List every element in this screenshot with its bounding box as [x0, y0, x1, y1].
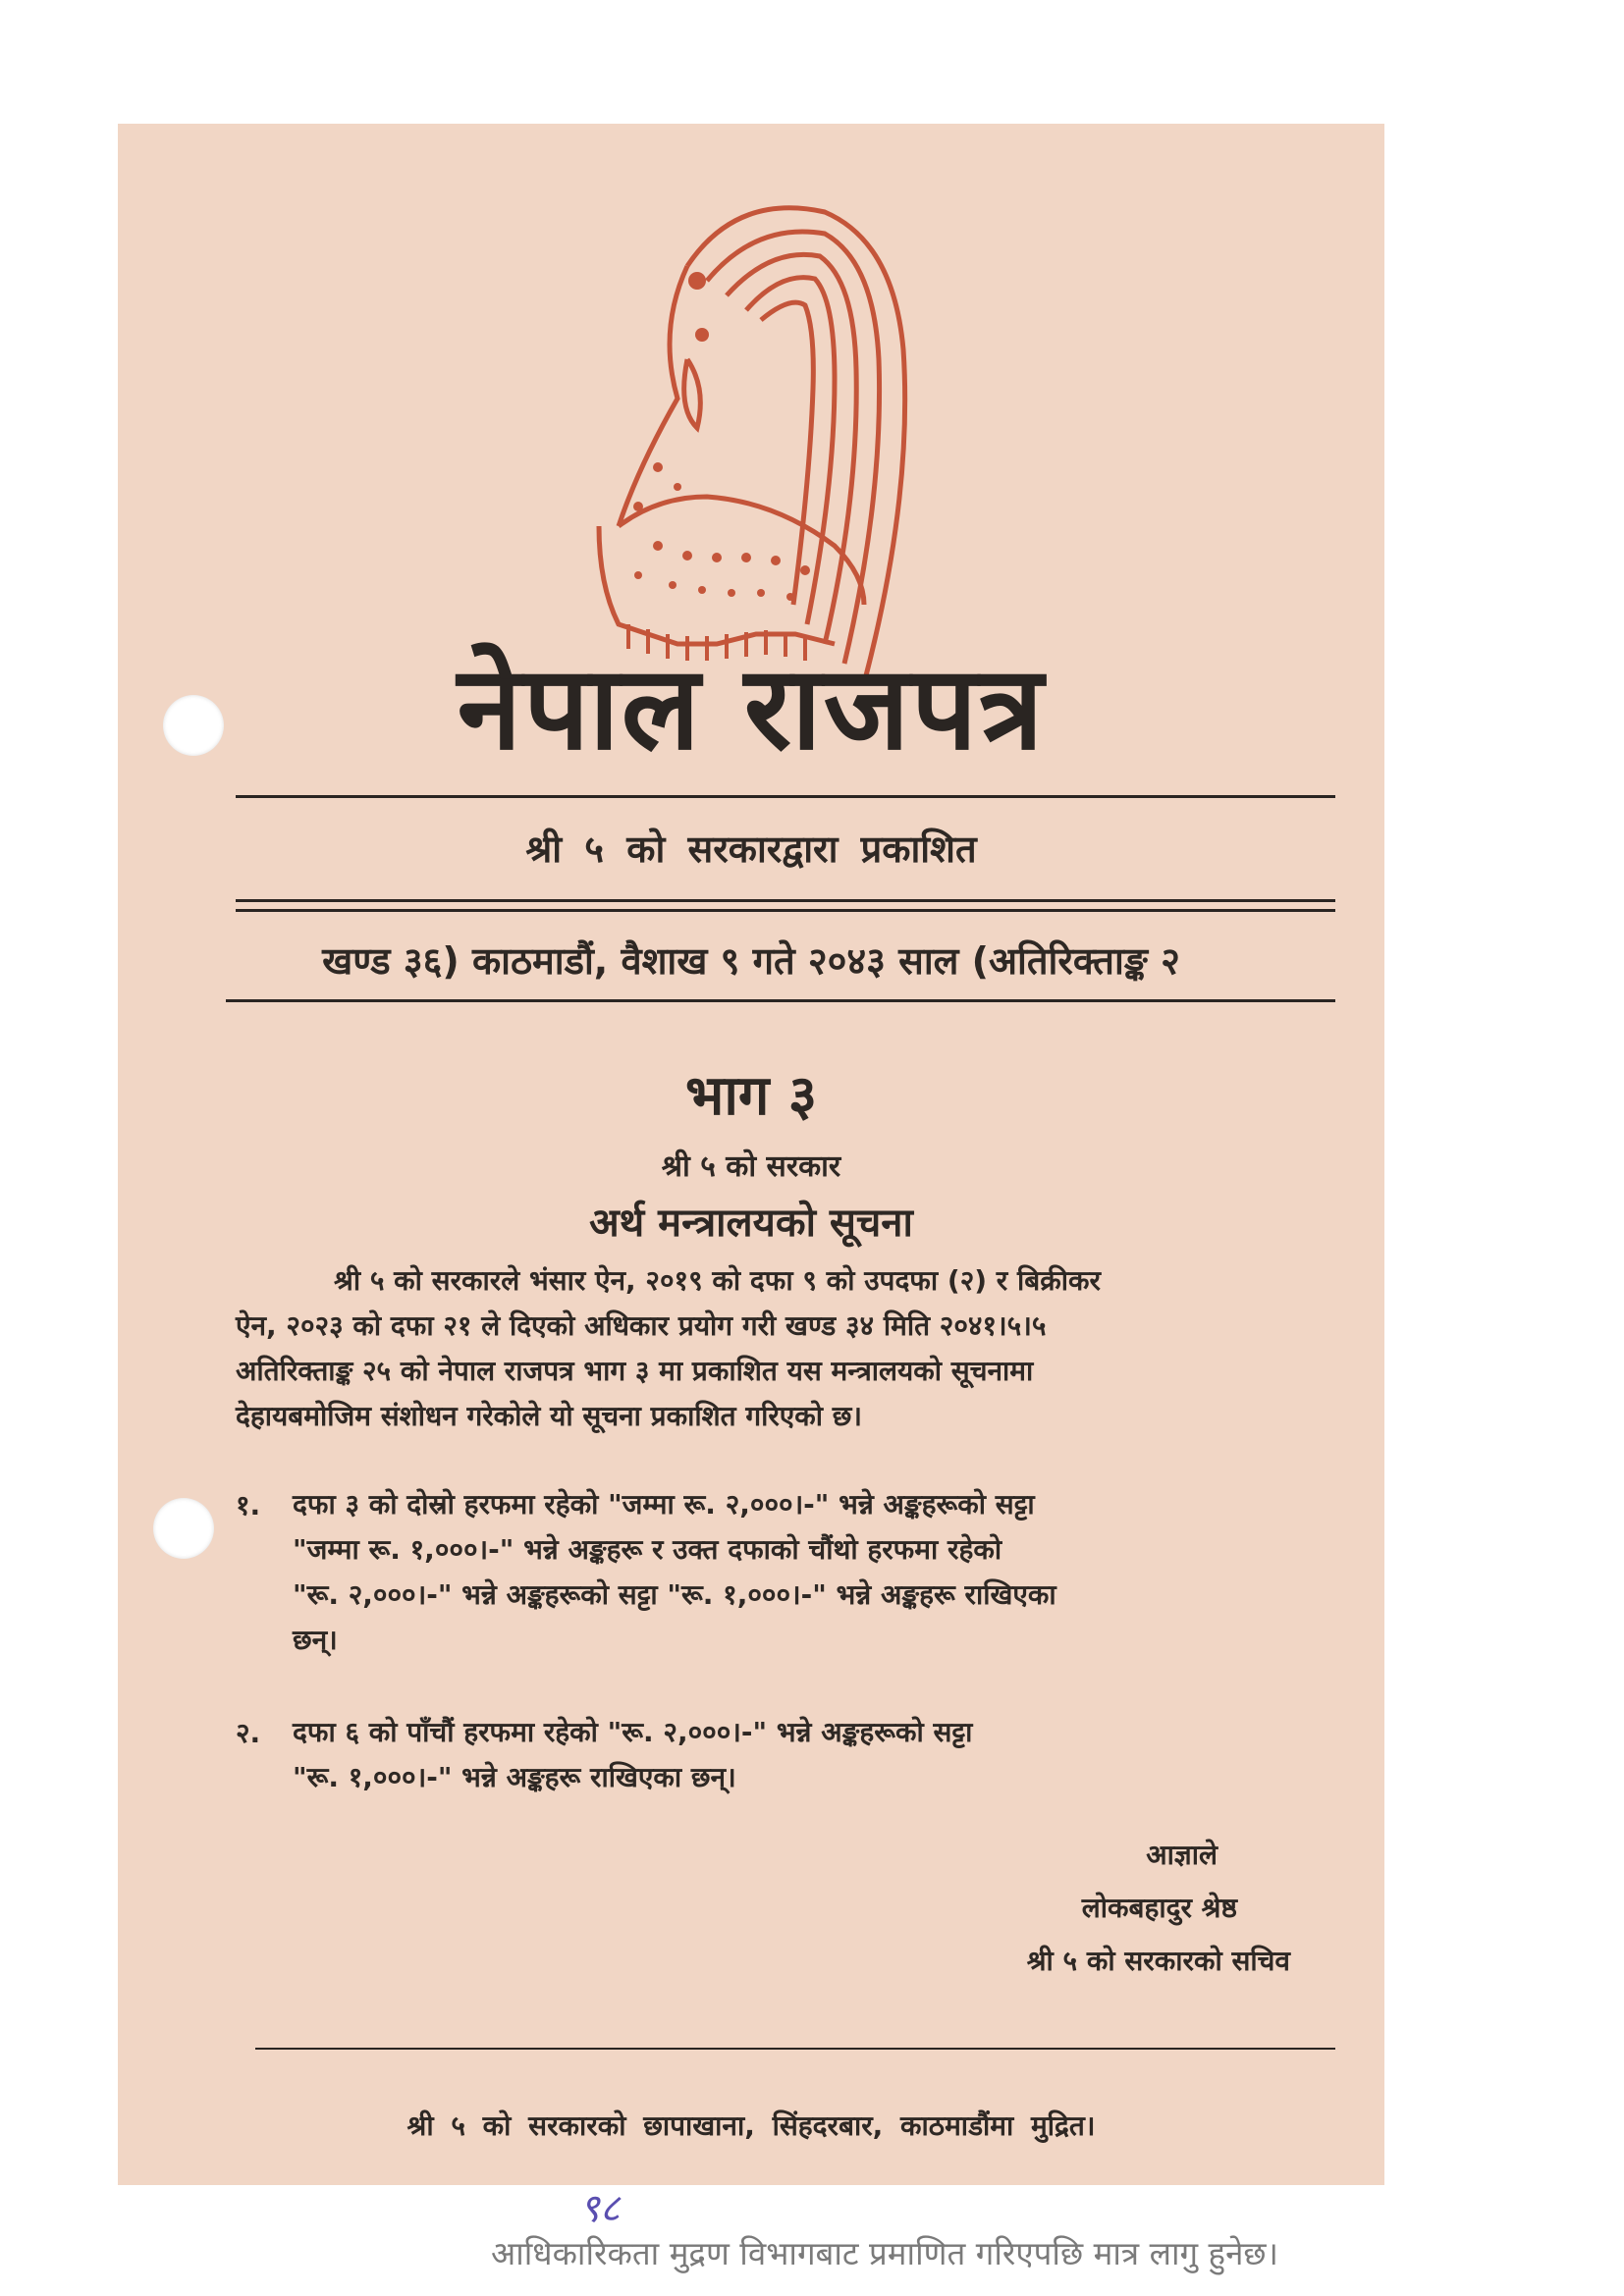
signatory-title: श्री ५ को सरकारको सचिव — [1026, 1945, 1290, 1977]
intro-line: ऐन, २०२३ को दफा २१ ले दिएको अधिकार प्रयोग गरी खण्ड ३४ मिति २०४१।५।५ — [236, 1309, 1047, 1342]
item-number: २. — [236, 1717, 261, 1749]
government-heading: श्री ५ को सरकार — [661, 1149, 841, 1184]
page-mark: ९८ — [579, 2186, 621, 2231]
rule-top — [236, 795, 1335, 798]
item-number: १. — [236, 1489, 261, 1522]
punch-hole — [153, 1498, 214, 1559]
authenticity-note: आधिकारिकता मुद्रण विभागबाट प्रमाणित गरिएपछि मात्र लागु हुनेछ। — [491, 2234, 1279, 2272]
item-line: दफा ६ को पाँचौं हरफमा रहेको "रू. २,०००।-" भन्ने अङ्कहरूको सट्टा — [293, 1716, 973, 1748]
item-line: "रू. २,०००।-" भन्ने अङ्कहरूको सट्टा "रू. १,०००।-" भन्ने अङ्कहरू राखिएका — [293, 1578, 1056, 1611]
notice-title: अर्थ मन्त्रालयको सूचना — [589, 1201, 913, 1246]
rule-double-2 — [236, 909, 1335, 912]
item-line: दफा ३ को दोस्रो हरफमा रहेको "जम्मा रू. २,०००।-" भन्ने अङ्कहरूको सट्टा — [293, 1488, 1035, 1521]
signatory-name: लोकबहादुर श्रेष्ठ — [1081, 1892, 1237, 1924]
intro-line: श्री ५ को सरकारले भंसार ऐन, २०१९ को दफा ९ को उपदफा (२) र बिक्रीकर — [334, 1264, 1101, 1297]
part-heading: भाग ३ — [684, 1064, 818, 1128]
issue-line: खण्ड ३६) काठमाडौं, वैशाख ९ गते २०४३ साल (अतिरिक्ताङ्क २ — [322, 939, 1180, 983]
item-1-text — [293, 1482, 1335, 1663]
rule-double-1 — [236, 899, 1335, 902]
intro-line: अतिरिक्ताङ्क २५ को नेपाल राजपत्र भाग ३ मा प्रकाशित यस मन्त्रालयको सूचनामा — [236, 1355, 1034, 1387]
printer-line: श्री ५ को सरकारको छापाखाना, सिंहदरबार, काठमाडौंमा मुद्रित। — [406, 2109, 1096, 2142]
item-line: "जम्मा रू. १,०००।-" भन्ने अङ्कहरू र उक्त दफाको चौंथो हरफमा रहेको — [293, 1533, 1002, 1566]
gazette-masthead: नेपाल राजपत्र — [457, 640, 1046, 775]
intro-paragraph — [236, 1258, 1335, 1439]
item-line: छन्। — [293, 1624, 338, 1656]
rule-issue — [226, 999, 1335, 1002]
item-2-text — [293, 1710, 1335, 1800]
item-line: "रू. १,०००।-" भन्ने अङ्कहरू राखिएका छन्। — [293, 1761, 736, 1793]
intro-line: देहायबमोजिम संशोधन गरेकोले यो सूचना प्रकाशित गरिएको छ। — [236, 1400, 863, 1432]
signature-order: आज्ञाले — [1146, 1839, 1218, 1871]
rule-bottom — [255, 2048, 1335, 2050]
publisher-line: श्री ५ को सरकारद्वारा प्रकाशित — [525, 828, 977, 871]
punch-hole — [163, 695, 224, 756]
gazette-page — [118, 124, 1384, 2272]
